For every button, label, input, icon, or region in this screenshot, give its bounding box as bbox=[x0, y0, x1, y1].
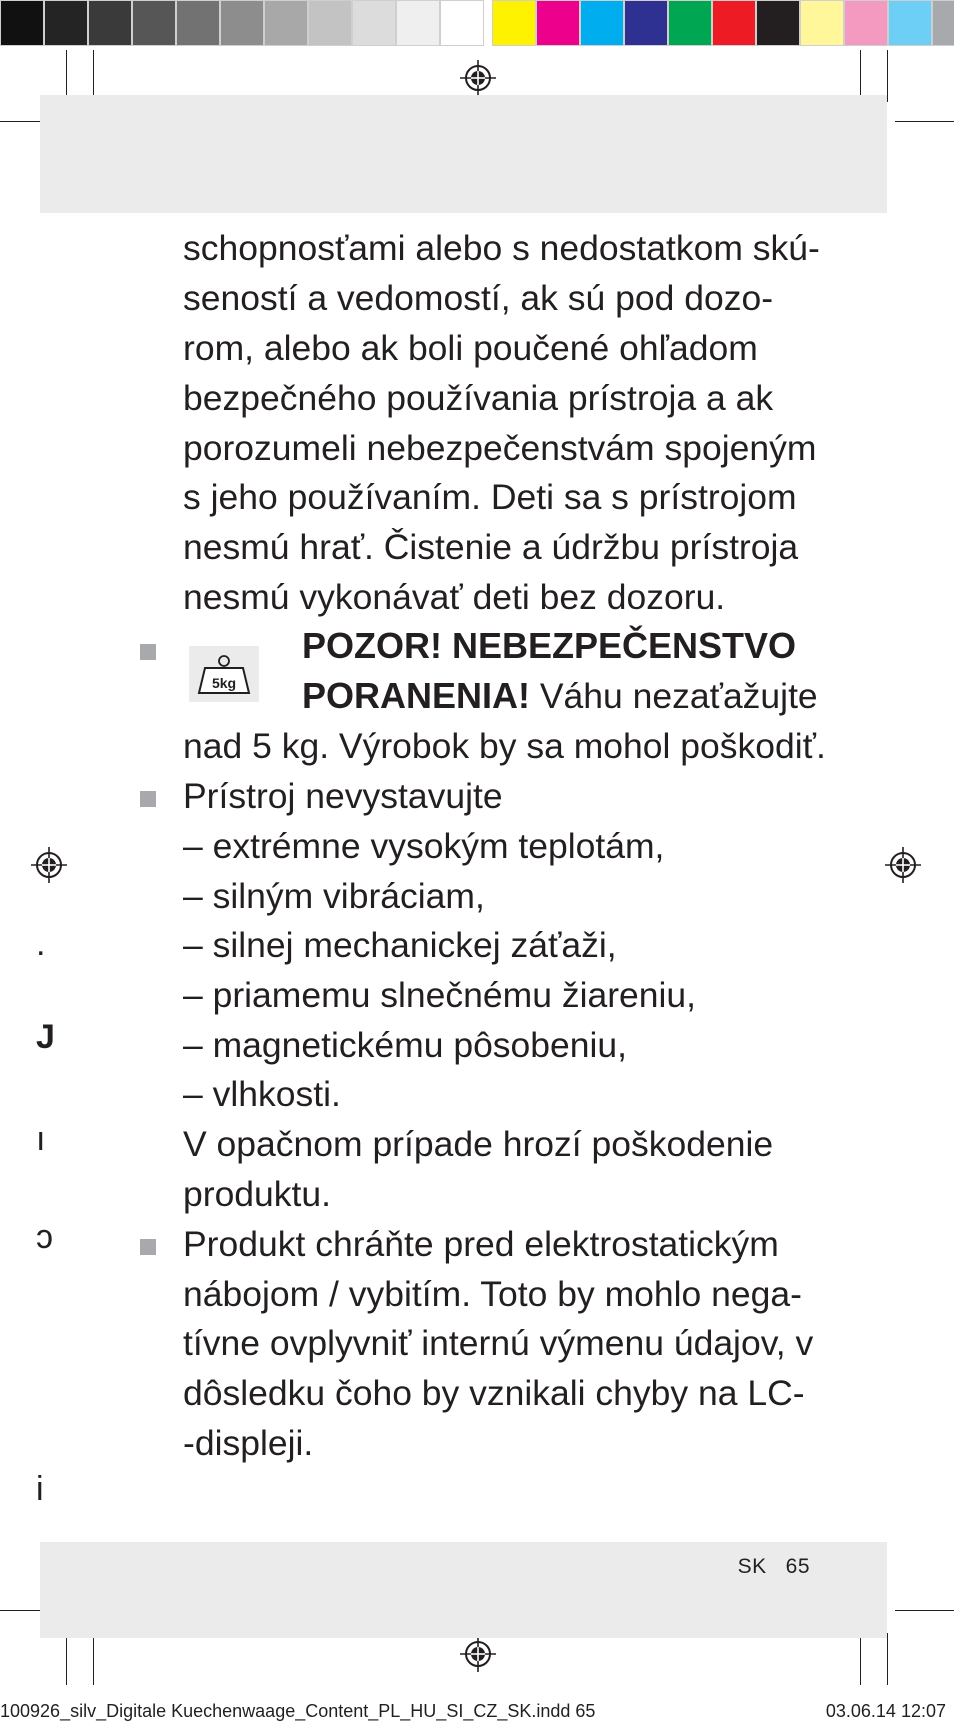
text-line: porozumeli nebezpečenstvám spojeným bbox=[183, 428, 817, 468]
edge-glyph: J bbox=[36, 1018, 55, 1056]
registration-mark-icon bbox=[460, 1636, 496, 1672]
header-band bbox=[40, 95, 887, 213]
color-swatch bbox=[308, 0, 352, 46]
registration-mark-icon bbox=[885, 847, 921, 883]
exposure-item: – silným vibráciam, bbox=[183, 876, 485, 916]
color-swatch bbox=[88, 0, 132, 46]
text-line: Produkt chráňte pred elektrostatickým bbox=[183, 1224, 779, 1264]
text-line: nábojom / vybitím. Toto by mohlo nega- bbox=[183, 1274, 802, 1314]
color-swatch bbox=[396, 0, 440, 46]
text-line: -displeji. bbox=[183, 1423, 314, 1463]
weight-5kg-icon bbox=[189, 646, 259, 702]
color-swatch bbox=[492, 0, 536, 46]
exposure-item: – priamemu slnečnému žiareniu, bbox=[183, 975, 697, 1015]
warning-text-line: nad 5 kg. Výrobok by sa mohol poškodiť. bbox=[183, 726, 826, 766]
edge-glyph: ı bbox=[36, 1120, 46, 1158]
text-line: rom, alebo ak boli poučené ohľadom bbox=[183, 328, 758, 368]
color-swatch bbox=[668, 0, 712, 46]
warning-text: Váhu nezaťažujte bbox=[530, 676, 818, 716]
registration-mark-icon bbox=[31, 847, 67, 883]
crop-mark bbox=[887, 50, 888, 102]
warning-heading: POZOR! NEBEZPEČENSTVO bbox=[302, 625, 797, 666]
list-bullet bbox=[140, 1239, 156, 1255]
warning-heading-cont: PORANENIA! bbox=[302, 675, 531, 716]
exposure-outro: produktu. bbox=[183, 1174, 332, 1214]
color-swatch bbox=[264, 0, 308, 46]
color-calibration-strip bbox=[0, 0, 954, 46]
color-swatch bbox=[44, 0, 88, 46]
color-swatch bbox=[440, 0, 484, 46]
text-line: nesmú vykonávať deti bez dozoru. bbox=[183, 577, 726, 617]
color-swatch bbox=[888, 0, 932, 46]
page-number: 65 bbox=[785, 1555, 810, 1578]
text-line: s jeho používaním. Deti sa s prístrojom bbox=[183, 477, 797, 517]
text-line: seností a vedomostí, ak sú pod dozo- bbox=[183, 278, 774, 318]
print-slug-date: 03.06.14 12:07 bbox=[825, 1701, 946, 1721]
exposure-intro: Prístroj nevystavujte bbox=[183, 776, 503, 816]
exposure-outro: V opačnom prípade hrozí poškodenie bbox=[183, 1124, 774, 1164]
list-bullet bbox=[140, 791, 156, 807]
exposure-item: – silnej mechanickej záťaži, bbox=[183, 925, 617, 965]
registration-mark-icon bbox=[460, 60, 496, 96]
color-swatch bbox=[580, 0, 624, 46]
text-line: nesmú hrať. Čistenie a údržbu prístroja bbox=[183, 527, 799, 567]
crop-mark bbox=[93, 1633, 94, 1685]
color-swatch bbox=[220, 0, 264, 46]
text-line: schopnosťami alebo s nedostatkom skú- bbox=[183, 228, 820, 268]
color-swatch bbox=[756, 0, 800, 46]
list-bullet bbox=[140, 644, 156, 660]
color-swatch bbox=[844, 0, 888, 46]
crop-mark bbox=[895, 121, 954, 122]
warning-line bbox=[302, 671, 818, 721]
color-swatch bbox=[624, 0, 668, 46]
crop-mark bbox=[66, 1633, 67, 1685]
text-line: tívne ovplyvniť internú výmenu údajov, v bbox=[183, 1323, 814, 1363]
weight-label: 5kg bbox=[211, 675, 237, 691]
crop-mark bbox=[887, 1633, 888, 1685]
color-swatch bbox=[352, 0, 396, 46]
text-line: dôsledku čoho by vznikali chyby na LC- bbox=[183, 1373, 805, 1413]
edge-glyph: i bbox=[36, 1470, 44, 1508]
color-swatch bbox=[536, 0, 580, 46]
language-code: SK bbox=[737, 1555, 767, 1578]
exposure-item: – vlhkosti. bbox=[183, 1074, 341, 1114]
crop-mark bbox=[895, 1610, 954, 1611]
text-line: bezpečného používania prístroja a ak bbox=[183, 378, 774, 418]
print-slug-file: 100926_silv_Digitale Kuechenwaage_Content_PL_HU_SI_CZ_SK.indd 65 bbox=[0, 1701, 596, 1721]
crop-mark bbox=[860, 1633, 861, 1685]
color-swatch bbox=[176, 0, 220, 46]
color-swatch bbox=[932, 0, 954, 46]
color-swatch bbox=[712, 0, 756, 46]
exposure-item: – extrémne vysokým teplotám, bbox=[183, 826, 665, 866]
color-swatch bbox=[0, 0, 44, 46]
exposure-item: – magnetickému pôsobeniu, bbox=[183, 1025, 628, 1065]
edge-glyph: ɔ bbox=[36, 1218, 53, 1256]
color-swatch bbox=[800, 0, 844, 46]
page-footer-label bbox=[738, 1555, 810, 1579]
edge-glyph: . bbox=[36, 925, 46, 963]
color-swatch bbox=[132, 0, 176, 46]
